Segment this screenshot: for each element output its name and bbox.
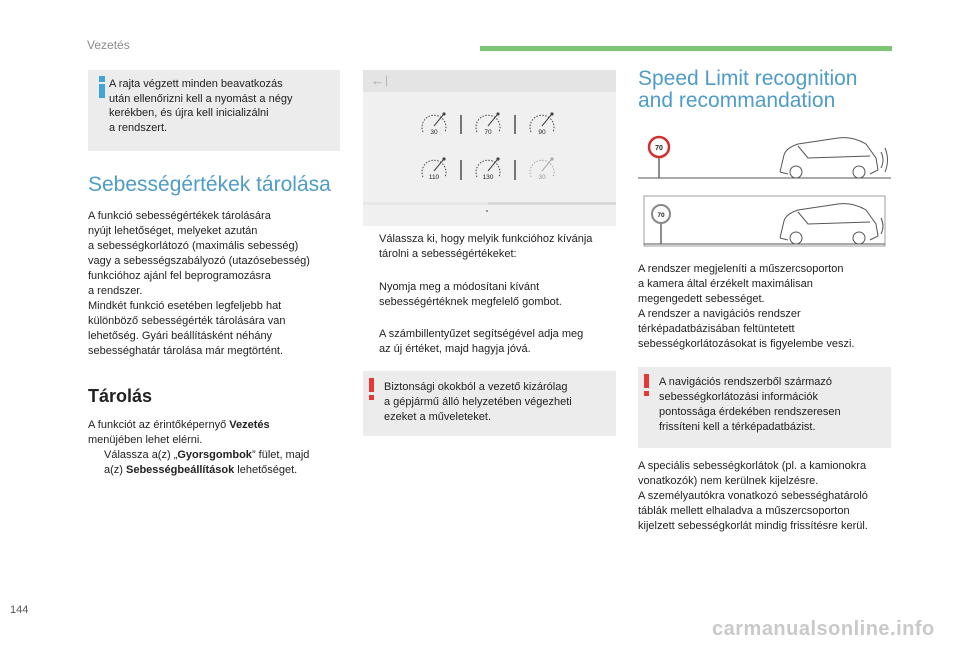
title-line: and recommandation xyxy=(638,89,836,112)
text-run: lehetőséget. xyxy=(234,464,298,476)
warning-line: frissíteni kell a térképadatbázist. xyxy=(659,421,816,433)
gauge-value: 110 xyxy=(428,174,440,181)
paragraph-line: menüjében lehet elérni. xyxy=(88,434,203,446)
section1-paragraph xyxy=(88,209,340,359)
speedometer-icon xyxy=(422,112,446,136)
speed-sign-camera-illustration xyxy=(638,130,891,250)
warning-line: A navigációs rendszerből származó xyxy=(659,376,833,388)
screen-bottom-bar xyxy=(363,202,616,205)
paragraph-line: Mindkét funkció esetében legfeljebb hat xyxy=(88,300,282,312)
paragraph-line: nyújt lehetőséget, melyeket azután xyxy=(88,225,258,237)
bullet-item xyxy=(363,232,616,264)
text-run: Válassza a(z) „ xyxy=(104,449,178,461)
paragraph-line: kijelzett sebességkorlát mindig frissítésre kerül. xyxy=(638,520,868,532)
warning-icon xyxy=(369,378,375,400)
bullet-line xyxy=(104,448,340,463)
paragraph-line: megengedett sebességet. xyxy=(638,293,765,305)
menu-name-bold: Vezetés xyxy=(229,419,270,431)
section3-paragraph xyxy=(638,262,891,352)
section3-final-paragraph xyxy=(638,459,898,534)
warning-line: sebességkorlátozási információk xyxy=(659,391,818,403)
section-title-storage-values: Sebességértékek tárolása xyxy=(88,173,331,196)
paragraph-line: vagy a sebességszabályozó (utazósebesség) xyxy=(88,255,310,267)
title-line: Speed Limit recognition xyxy=(638,67,858,90)
gauge-value: 30 xyxy=(430,129,438,136)
text-run: ” fület, majd xyxy=(251,449,310,461)
watermark: carmanualsonline.info xyxy=(712,618,935,640)
warning-line: a gépjármű álló helyzetében végezheti xyxy=(384,396,572,408)
bullet-line xyxy=(104,463,340,478)
paragraph-line: különböző sebességérték tárolására van xyxy=(88,315,286,327)
back-arrow-icon: ← xyxy=(371,73,384,88)
paragraph-line: funkcióhoz ajánl fel beprogramozásra xyxy=(88,270,271,282)
gauge-value: 30 xyxy=(538,174,546,181)
warning-box-safety xyxy=(363,371,616,436)
section2-intro xyxy=(88,418,340,448)
bullet-line: A számbillentyűzet segítségével adja meg xyxy=(379,328,584,340)
page-indicator-dot xyxy=(486,210,488,212)
gauge-value: 90 xyxy=(538,129,546,136)
car-icon xyxy=(780,204,883,244)
paragraph-line: a rendszer. xyxy=(88,285,143,297)
car-icon xyxy=(780,138,888,178)
warning-line: ezeket a műveleteket. xyxy=(384,411,492,423)
paragraph-line: A személyautókra vonatkozó sebességhatároló xyxy=(638,490,868,502)
text-run: a(z) xyxy=(104,464,126,476)
paragraph-line: lehetőség. Gyári beállításként néhány xyxy=(88,330,273,342)
speedometer-icon xyxy=(530,112,554,136)
bullet-item xyxy=(363,280,616,312)
text-run: A funkciót az érintőképernyő xyxy=(88,419,230,431)
paragraph-line: sebességhatár tárolása már megtörtént. xyxy=(88,345,284,357)
gauge-value: 130 xyxy=(482,174,494,181)
bullet-line: Válassza ki, hogy melyik funkcióhoz kívánja xyxy=(379,233,593,245)
warning-line: Biztonsági okokból a vezető kizárólag xyxy=(384,381,568,393)
paragraph-line: táblák mellett elhaladva a műszercsoporton xyxy=(638,505,850,517)
speedometer-icon xyxy=(476,112,500,136)
paragraph-line: a sebességkorlátozó (maximális sebesség) xyxy=(88,240,299,252)
info-box-line: kerékben, és újra kell inicializálni xyxy=(109,107,269,119)
paragraph-line xyxy=(88,418,340,433)
bullet-line: tárolni a sebességértékeket: xyxy=(379,248,517,260)
bullet-item xyxy=(363,327,616,359)
bullet-line: sebességértéknek megfelelő gombot. xyxy=(379,296,562,308)
paragraph-line: vonatkozók) nem kerülnek kijelzésre. xyxy=(638,475,819,487)
speedometer-icon xyxy=(422,157,446,181)
speedometer-icon xyxy=(476,157,500,181)
warning-line: pontossága érdekében rendszeresen xyxy=(659,406,841,418)
info-box xyxy=(88,70,340,151)
tab-name-bold: Gyorsgombok xyxy=(177,449,252,461)
screen-top-bar xyxy=(363,70,616,92)
sign-value: 70 xyxy=(655,145,663,152)
sign-value: 70 xyxy=(657,212,665,219)
paragraph-line: a kamera által érzékelt maximálisan xyxy=(638,278,813,290)
page-number: 144 xyxy=(10,604,29,616)
paragraph-line: A funkció sebességértékek tárolására xyxy=(88,210,271,222)
paragraph-line: térképadatbázisában feltüntetett xyxy=(638,323,795,335)
section-title-storing: Tárolás xyxy=(88,386,153,406)
paragraph-line: A rendszer megjeleníti a műszercsoporton xyxy=(638,263,844,275)
section-header-title: Vezetés xyxy=(87,38,130,52)
warning-box-navigation xyxy=(638,367,891,448)
info-icon xyxy=(95,76,109,98)
bullet-line: az új értéket, majd hagyja jóvá. xyxy=(379,343,531,355)
warning-icon xyxy=(644,374,650,396)
speed-settings-screen-illustration xyxy=(363,70,616,226)
paragraph-line: A rendszer a navigációs rendszer xyxy=(638,308,801,320)
speed-limit-sign xyxy=(652,205,670,244)
paragraph-line: sebességkorlátozásokat is figyelembe veszi. xyxy=(638,338,855,350)
gauge-value: 70 xyxy=(484,129,492,136)
bullet-item xyxy=(88,448,340,480)
section-title-speed-limit xyxy=(638,68,857,112)
section-header-bar xyxy=(480,46,892,51)
bullet-line: Nyomja meg a módosítani kívánt xyxy=(379,281,540,293)
speed-limit-sign xyxy=(649,137,669,178)
speedometer-icon xyxy=(530,157,554,181)
option-name-bold: Sebességbeállítások xyxy=(126,464,235,476)
info-box-line: A rajta végzett minden beavatkozás xyxy=(109,78,283,90)
info-box-line: után ellenőrizni kell a nyomást a négy xyxy=(109,92,293,105)
separator: | xyxy=(385,73,389,87)
paragraph-line: A speciális sebességkorlátok (pl. a kamionokra xyxy=(638,460,867,472)
info-box-line: a rendszert. xyxy=(109,121,168,134)
